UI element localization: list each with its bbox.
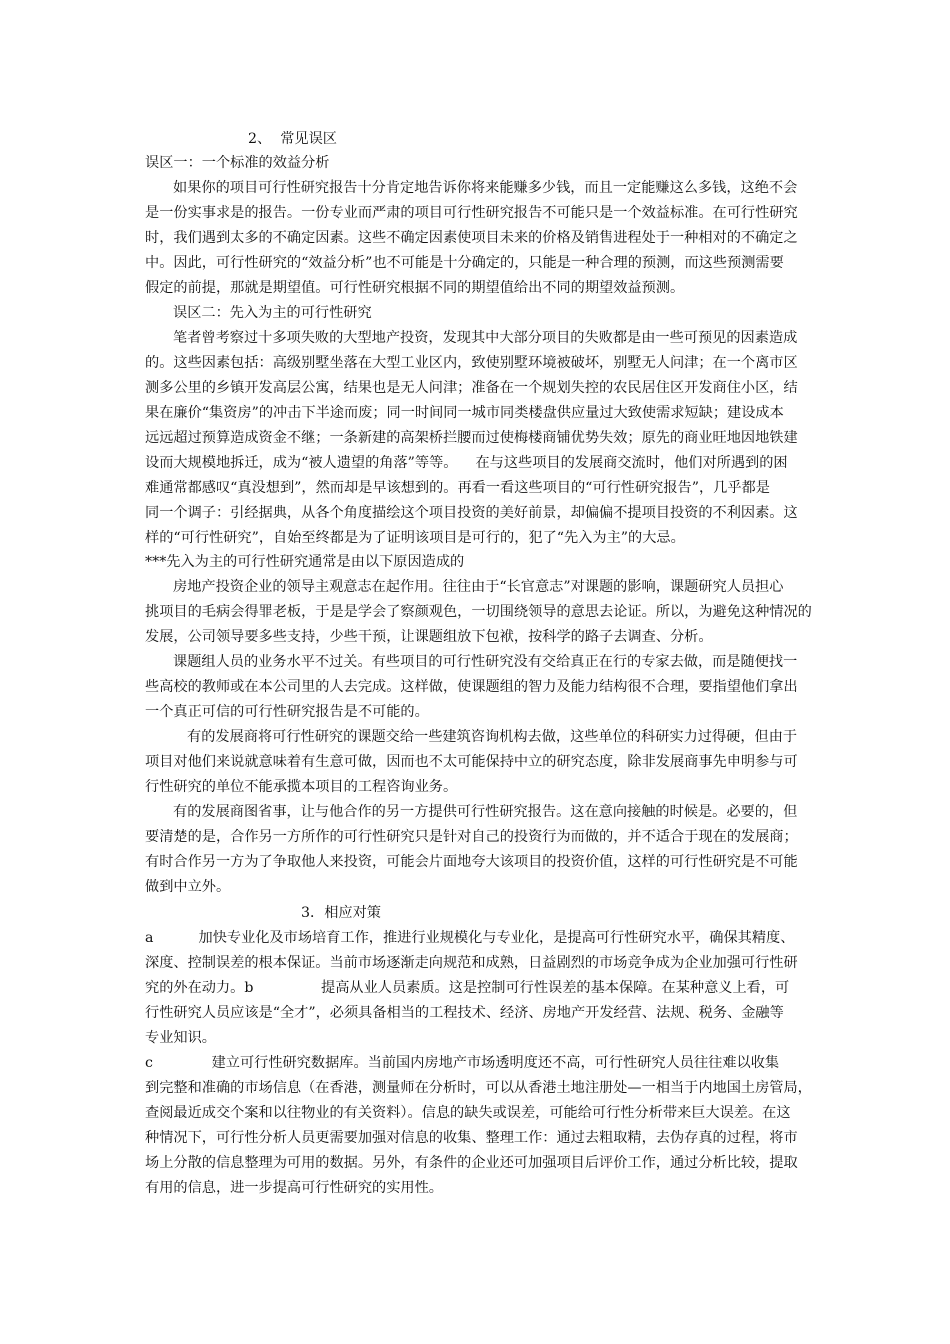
paragraph-line: 有的发展商将可行性研究的课题交给一些建筑咨询机构去做，这些单位的科研实力过得硬，但由于 <box>187 729 798 745</box>
paragraph-line: 做到中立外。 <box>145 879 231 895</box>
paragraph-line: 要清楚的是，合作另一方所作的可行性研究只是针对自己的投资行为而做的，并不适合于现在的发展商； <box>145 829 798 845</box>
paragraph-line: 专业知识。 <box>145 1030 216 1046</box>
paragraph-line: 同一个调子：引经据典，从各个角度描绘这个项目投资的美好前景，却偏偏不提项目投资的不利因素。这 <box>145 505 798 521</box>
paragraph-line: 设而大规模地拆迁，成为“被人遗望的角落”等等。 在与这些项目的发展商交流时，他们对所遇到的困 <box>145 455 788 471</box>
causes-heading: ***先入为主的可行性研究通常是由以下原因造成的 <box>145 554 465 570</box>
paragraph-line: 有时合作另一方为了争取他人来投资，可能会片面地夸大该项目的投资价值，这样的可行性研究是不可能 <box>145 854 798 870</box>
paragraph-line: 项目对他们来说就意味着有生意可做，因而也不太可能保持中立的研究态度，除非发展商事先申明参与可 <box>145 754 798 770</box>
paragraph-line: 难通常都感叹“真没想到”，然而却是早该想到的。再看一看这些项目的“可行性研究报告”，几乎都是 <box>145 480 770 496</box>
paragraph-line: 深度、控制误差的根本保证。当前市场逐渐走向规范和成熟，日益剧烈的市场竞争成为企业加强可行性研 <box>145 955 798 971</box>
paragraph-line: 一个真正可信的可行性研究报告是不可能的。 <box>145 704 429 720</box>
paragraph-line: 到完整和准确的市场信息（在香港，测量师在分析时，可以从香港土地注册处—一相当于内地国土房管局， <box>145 1080 812 1096</box>
paragraph-line: c 建立可行性研究数据库。当前国内房地产市场透明度还不高，可行性研究人员往往难以收集 <box>145 1055 780 1071</box>
paragraph-line: 有的发展商图省事，让与他合作的另一方提供可行性研究报告。这在意向接触的时候是。必要的，但 <box>173 804 798 820</box>
paragraph-line: 如果你的项目可行性研究报告十分肯定地告诉你将来能赚多少钱，而且一定能赚这么多钱，这绝不会 <box>173 180 798 196</box>
paragraph-line: 房地产投资企业的领导主观意志在起作用。往往由于“长官意志”对课题的影响，课题研究人员担心 <box>173 579 784 595</box>
paragraph-line: 行性研究的单位不能承揽本项目的工程咨询业务。 <box>145 779 458 795</box>
paragraph-line: 课题组人员的业务水平不过关。有些项目的可行性研究没有交给真正在行的专家去做，而是随便找一 <box>173 654 798 670</box>
paragraph-line: 中。因此，可行性研究的“效益分析”也不可能是十分确定的，只能是一种合理的预测，而这些预测需要 <box>145 255 784 271</box>
paragraph-line: 挑项目的毛病会得罪老板，于是是学会了察颜观色，一切围绕领导的意思去论证。所以，为避免这种情况的 <box>145 604 812 620</box>
paragraph-line: 测多公里的乡镇开发高层公寓，结果也是无人问津；准备在一个规划失控的农民居住区开发商住小区，结 <box>145 380 798 396</box>
paragraph-line: 假定的前提，那就是期望值。可行性研究根据不同的期望值给出不同的期望效益预测。 <box>145 280 685 296</box>
paragraph-line: 笔者曾考察过十多项失败的大型地产投资，发现其中大部分项目的失败都是由一些可预见的因素造成 <box>173 330 798 346</box>
paragraph-line: 些高校的教师或在本公司里的人去完成。这样做，使课题组的智力及能力结构很不合理，要指望他们拿出 <box>145 679 798 695</box>
section-2-heading: 2、 常见误区 <box>248 131 337 147</box>
myth-1-heading: 误区一：一个标准的效益分析 <box>145 155 330 171</box>
paragraph-line: 有用的信息，进一步提高可行性研究的实用性。 <box>145 1180 443 1196</box>
paragraph-line: 种情况下，可行性分析人员更需要加强对信息的收集、整理工作：通过去粗取精，去伪存真的过程，将市 <box>145 1130 798 1146</box>
paragraph-line: a 加快专业化及市场培育工作，推进行业规模化与专业化，是提高可行性研究水平，确保其精度、 <box>145 930 795 946</box>
myth-2-heading: 误区二：先入为主的可行性研究 <box>173 305 372 321</box>
paragraph-line: 样的“可行性研究”，自始至终都是为了证明该项目是可行的，犯了“先入为主”的大忌。 <box>145 530 685 546</box>
paragraph-line: 究的外在动力。b 提高从业人员素质。这是控制可行性误差的基本保障。在某种意义上看，可 <box>145 980 790 996</box>
paragraph-line: 远远超过预算造成资金不继；一条新建的高架桥拦腰而过使梅楼商铺优势失效；原先的商业旺地因地铁建 <box>145 430 798 446</box>
paragraph-line: 是一份实事求是的报告。一份专业而严肃的项目可行性研究报告不可能只是一个效益标准。在可行性研究 <box>145 205 798 221</box>
paragraph-line: 时，我们遇到太多的不确定因素。这些不确定因素使项目未来的价格及销售进程处于一种相对的不确定之 <box>145 230 798 246</box>
section-3-heading: 3．相应对策 <box>301 905 381 921</box>
paragraph-line: 果在廉价“集资房”的冲击下半途而废；同一时间同一城市同类楼盘供应量过大致使需求短缺；建设成本 <box>145 405 784 421</box>
paragraph-line: 场上分散的信息整理为可用的数据。另外，有条件的企业还可加强项目后评价工作，通过分析比较，提取 <box>145 1155 798 1171</box>
paragraph-line: 行性研究人员应该是“全才”，必须具备相当的工程技术、经济、房地产开发经营、法规、税务、金融等 <box>145 1005 784 1021</box>
paragraph-line: 的。这些因素包括：高级别墅坐落在大型工业区内，致使别墅环境被破坏，别墅无人问津；在一个离市区 <box>145 355 798 371</box>
paragraph-line: 查阅最近成交个案和以往物业的有关资料）。信息的缺失或误差，可能给可行性分析带来巨大误差。在这 <box>145 1105 791 1121</box>
paragraph-line: 发展，公司领导要多些支持，少些干预，让课题组放下包袱，按科学的路子去调查、分析。 <box>145 629 713 645</box>
